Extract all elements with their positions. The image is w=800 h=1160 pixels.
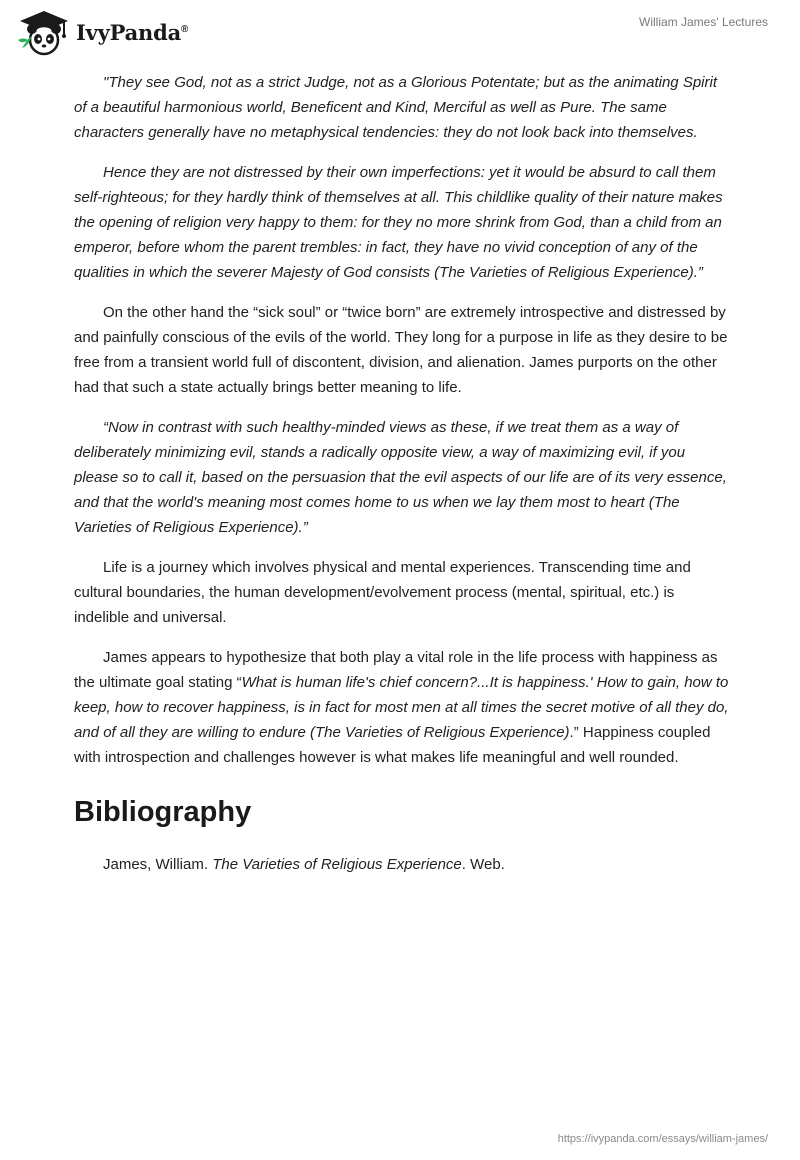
- quote-paragraph: Hence they are not distressed by their own imperfections: yet it would be absurd to call them self-righteous; for they hardly think of themselves at all. This childlike quality of their nature makes the opening of religion very happy to them: for they no more shrink from God, than a child from an emperor, before whom the parent trembles: in fact, they have no vivid conception of any of the qualities in which the severer Majesty of God consists (The Varieties of Religious Experience).”: [74, 164, 723, 281]
- body-paragraph: On the other hand the “sick soul” or “twice born” are extremely introspective and distressed by and painfully conscious of the evils of the world. They long for a purpose in life as they desire to be free from a transient world full of discontent, division, and alienation. James purports on the other had that such a state actually brings better meaning to life.: [74, 304, 728, 396]
- quote-paragraph: "They see God, not as a strict Judge, not as a Glorious Potentate; but as the animating Spirit of a beautiful harmonious world, Beneficent and Kind, Merciful as well as Pure. The same characters generally have no metaphysical tendencies: they do not look back into themselves.: [74, 74, 717, 141]
- bibliography-heading: Bibliography: [74, 796, 252, 828]
- brand-text: IvyPanda: [76, 19, 182, 45]
- registered-mark: ®: [181, 23, 189, 35]
- brand-name: [76, 20, 188, 45]
- document-title: William James' Lectures: [639, 15, 768, 29]
- mixed-paragraph: [74, 645, 730, 770]
- bib-title: The Varieties of Religious Experience: [212, 856, 462, 873]
- bib-suffix: . Web.: [461, 856, 505, 873]
- paragraph-lead: James appears to hypothesize that both play a vital role in the life process with happiness as the ultimate goal stating “: [74, 649, 718, 691]
- bibliography-entry: [74, 852, 730, 877]
- bib-author: James, William.: [103, 856, 213, 873]
- paragraph-tail: .” Happiness coupled with introspection and challenges however is what makes life meaningful and well rounded.: [74, 724, 711, 766]
- inline-quote: What is human life's chief concern?...It is happiness.' How to gain, how to keep, how to recover happiness, is in fact for most men at all times the secret motive of all they do, and of all they are willing to endure (The Varieties of Religious Experience): [74, 674, 729, 741]
- essay-body: [74, 70, 730, 892]
- body-paragraph: Life is a journey which involves physical and mental experiences. Transcending time and cultural boundaries, the human development/evolvement process (mental, spiritual, etc.) is indelible and universal.: [74, 559, 691, 626]
- page-header: [0, 0, 800, 60]
- source-url[interactable]: https://ivypanda.com/essays/william-james/: [557, 1133, 768, 1145]
- quote-paragraph: “Now in contrast with such healthy-minded views as these, if we treat them as a way of deliberately minimizing evil, stands a radically opposite view, a way of maximizing evil, if you please so to call it, based on the persuasion that the evil aspects of our life are of its very essence, and that the world's meaning most comes home to us when we lay them most to heart (The Varieties of Religious Experience).”: [74, 419, 727, 536]
- ivypanda-logo[interactable]: [14, 8, 188, 56]
- panda-graduation-cap-icon: [14, 8, 74, 56]
